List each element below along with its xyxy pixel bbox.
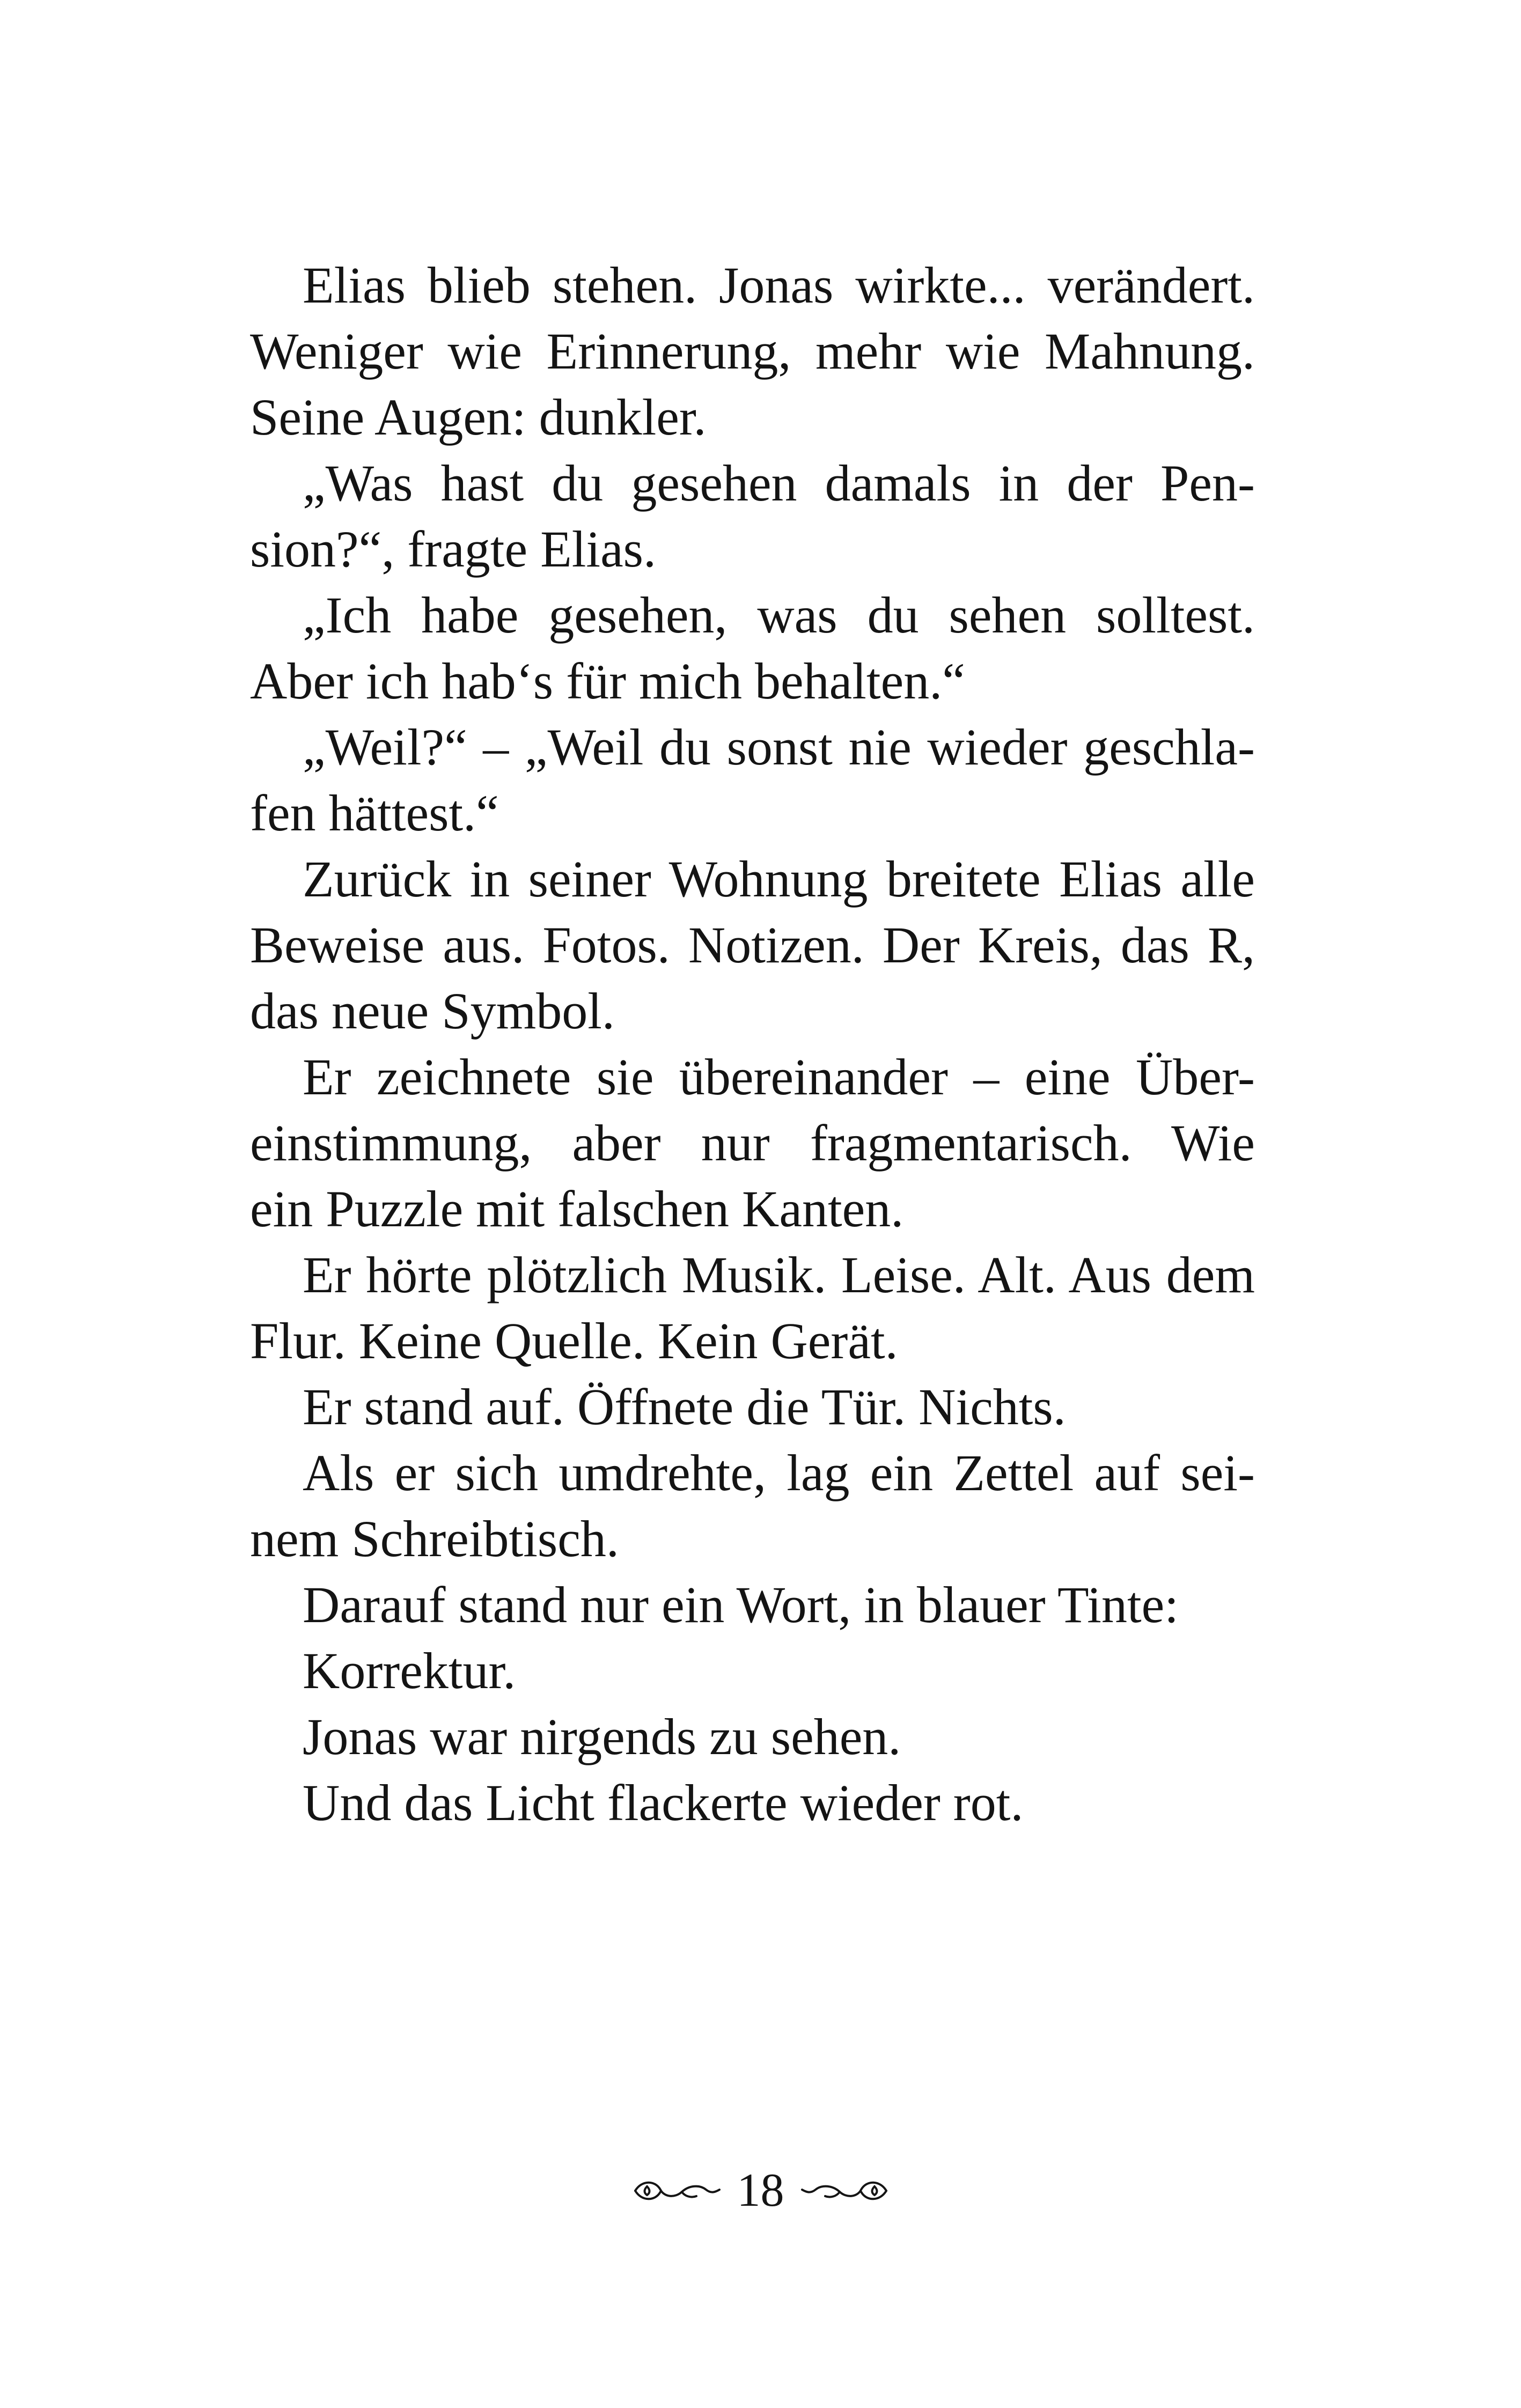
text-line: nem Schreibtisch. <box>250 1510 619 1567</box>
text-line: „Was hast du gesehen damals in der Pen- <box>303 454 1255 512</box>
text-line: Als er sich umdrehte, lag ein Zettel auf sei- <box>303 1444 1255 1501</box>
flourish-right-icon <box>799 2175 891 2207</box>
text-line: das neue Symbol. <box>250 982 615 1040</box>
text-line: Beweise aus. Fotos. Notizen. Der Kreis, das R, <box>250 916 1255 974</box>
text-line: Seine Augen: dunkler. <box>250 388 707 446</box>
text-line: Er hörte plötzlich Musik. Leise. Alt. Aus dem <box>303 1246 1255 1304</box>
text-line: Aber ich hab‘s für mich behalten.“ <box>250 652 965 710</box>
text-line: ein Puzzle mit falschen Kanten. <box>250 1180 904 1238</box>
text-line: sion?“, fragte Elias. <box>250 520 657 578</box>
text-line: Er stand auf. Öffnete die Tür. Nichts. <box>303 1378 1066 1435</box>
text-line: Er zeichnete sie übereinander – eine Über- <box>303 1048 1255 1106</box>
text-line: Flur. Keine Quelle. Kein Gerät. <box>250 1312 898 1369</box>
page-footer <box>0 2159 1521 2223</box>
text-line: Jonas war nirgends zu sehen. <box>303 1708 901 1765</box>
text-line: einstimmung, aber nur fragmentarisch. Wie <box>250 1114 1255 1172</box>
text-line: Darauf stand nur ein Wort, in blauer Tinte: <box>303 1576 1179 1633</box>
page-number: 18 <box>737 2164 784 2216</box>
flourish-left-icon <box>631 2175 722 2207</box>
body-text <box>250 252 1255 1836</box>
text-line: Zurück in seiner Wohnung breitete Elias alle <box>303 850 1255 908</box>
text-line: Korrektur. <box>303 1642 516 1699</box>
text-line: Weniger wie Erinnerung, mehr wie Mahnung. <box>250 322 1255 380</box>
text-line: Elias blieb stehen. Jonas wirkte... verändert. <box>303 256 1255 314</box>
text-line: Und das Licht flackerte wieder rot. <box>303 1774 1024 1831</box>
text-line: „Weil?“ – „Weil du sonst nie wieder geschla- <box>303 718 1255 776</box>
text-line: „Ich habe gesehen, was du sehen solltest. <box>303 586 1255 644</box>
text-line: fen hättest.“ <box>250 784 499 842</box>
